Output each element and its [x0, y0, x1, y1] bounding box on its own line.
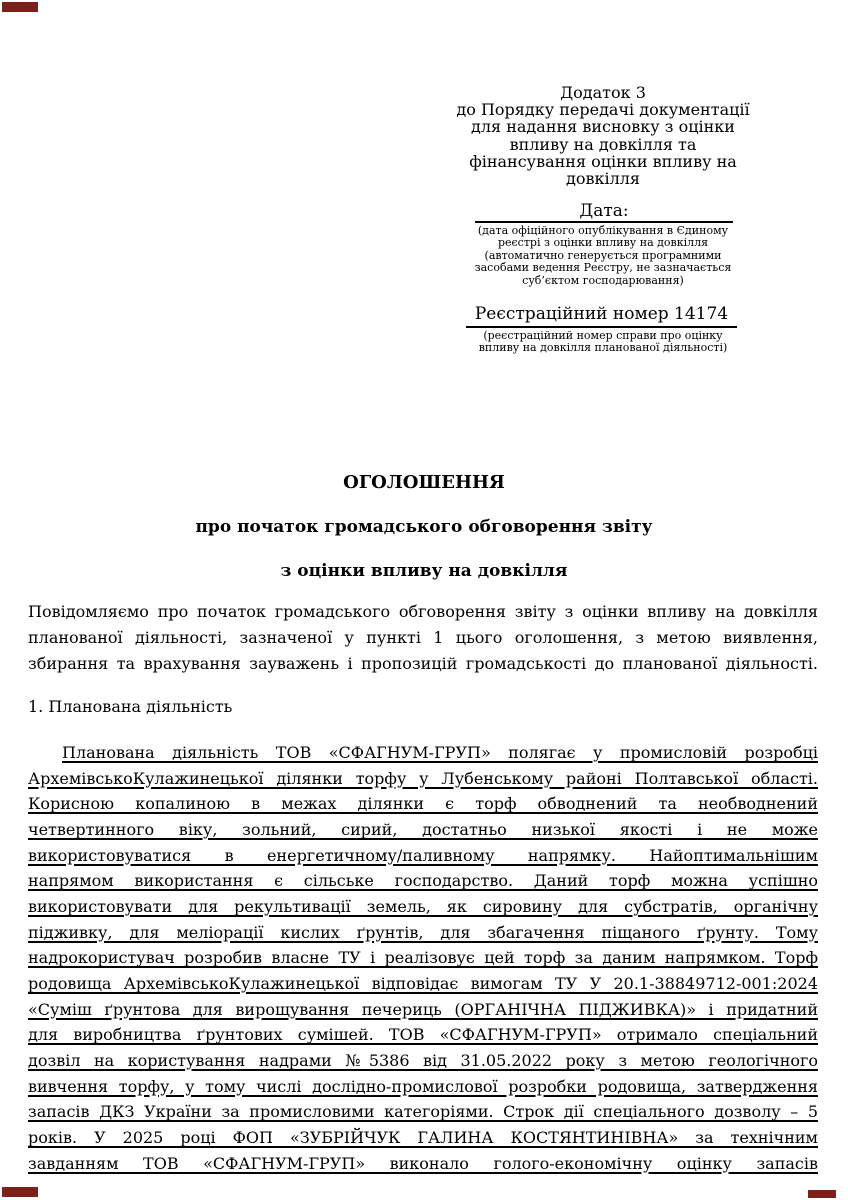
appendix-line: впливу на довкілля та [509, 134, 697, 154]
activity-line: АрхемівськоКулажинецької ділянки торфу у Лубенському районі Полтавської області. [28, 768, 818, 788]
activity-line: Планована діяльність ТОВ «СФАГНУМ-ГРУП» полягає у промисловій розробці [62, 743, 818, 762]
activity-line: використовувати для рекультивації земель, як сировину для субстратів, органічну [28, 896, 818, 916]
activity-line: запасів ДКЗ України за промисловими категоріями. Строк дії спеціального дозволу – 5 [28, 1102, 818, 1122]
appendix-line: довкілля [565, 169, 641, 189]
date-note-line: суб’єктом господарювання) [522, 273, 684, 287]
planned-activity-paragraph [28, 740, 818, 1176]
date-note-line: (автоматично генерується програмними [484, 248, 722, 262]
activity-line: використовуватися в енергетичному/паливному напрямку. Найоптимальнішим [28, 845, 818, 865]
announcement-subtitle-2: з оцінки впливу на довкілля [280, 561, 568, 581]
registration-field-note [430, 330, 776, 355]
announcement-title: ОГОЛОШЕННЯ [343, 472, 505, 493]
activity-line: напрямом використання є сільське господарство. Даний торф можна успішно [28, 871, 818, 891]
registration-number-field: Реєстраційний номер 14174 [466, 303, 737, 328]
registration-note-line: (реєстраційний номер справи про оцінку [483, 329, 723, 342]
section-1-heading: 1. Планована діяльність [28, 697, 233, 716]
page-corner-artifact-bottom-left [2, 1187, 38, 1197]
activity-line: для виробництва ґрунтових сумішей. ТОВ «СФАГНУМ-ГРУП» отримало спеціальний [28, 1025, 818, 1045]
appendix-line: Додаток 3 [560, 83, 646, 102]
date-field: Дата: [475, 202, 733, 223]
intro-line: Повідомляємо про початок громадського обговорення звіту з оцінки впливу на довкілля [28, 602, 818, 621]
activity-line: років. У 2025 році ФОП «ЗУБРІЙЧУК ГАЛИНА КОСТЯНТИНІВНА» за технічним [28, 1127, 818, 1147]
intro-line: планованої діяльності, зазначеної у пункті 1 цього оголошення, з метою виявлення, [28, 627, 818, 647]
activity-line: родовища АрхемівськоКулажинецької відповідає вимогам ТУ У 20.1-38849712-001:2024 [28, 973, 818, 993]
intro-line: збирання та врахування зауважень і пропозицій громадськості до планованої діяльності. [28, 653, 818, 673]
intro-paragraph [28, 599, 818, 676]
appendix-line: до Порядку передачі документації [456, 100, 750, 120]
date-note-line: засобами ведення Реєстру, не зазначається [474, 261, 732, 275]
registration-note-line: впливу на довкілля планованої діяльності) [478, 341, 728, 355]
activity-line: дозвіл на користування надрами №5386 від 31.05.2022 року з метою геологічного [28, 1050, 818, 1070]
activity-line: підживку, для меліорації кислих ґрунтів, для збагачення піщаного ґрунту. Тому [28, 922, 818, 942]
page-corner-artifact-bottom-right [808, 1190, 836, 1198]
date-field-note [430, 225, 776, 287]
date-note-line: (дата офіційного опублікування в Єдиному [477, 224, 729, 237]
activity-line: четвертинного віку, зольний, сирий, достатньо низької якості і не може [28, 819, 818, 839]
page-corner-artifact-top-left [2, 2, 38, 12]
activity-line: вивчення торфу, у тому числі дослідно-промислової розробки родовища, затвердження [28, 1076, 818, 1096]
appendix-line: для надання висновку з оцінки [471, 117, 735, 137]
announcement-subtitle-1: про початок громадського обговорення звіту [195, 517, 653, 537]
activity-line: Корисною копалиною в межах ділянки є торф обводнений та необводнений [28, 794, 818, 814]
activity-line: завданням ТОВ «СФАГНУМ-ГРУП» виконало голого-економічну оцінку запасів [28, 1153, 818, 1173]
date-note-line: реєстрі з оцінки впливу на довкілля [497, 236, 709, 250]
appendix-line: фінансування оцінки впливу на [469, 151, 737, 171]
appendix-reference-block [430, 84, 776, 187]
activity-line: «Суміш ґрунтова для вирощування печериць (ОРГАНІЧНА ПІДЖИВКА)» і придатний [28, 999, 818, 1019]
activity-line: надрокористувач розробив власне ТУ і реалізовує цей торф за даним напрямком. Торф [28, 948, 818, 968]
